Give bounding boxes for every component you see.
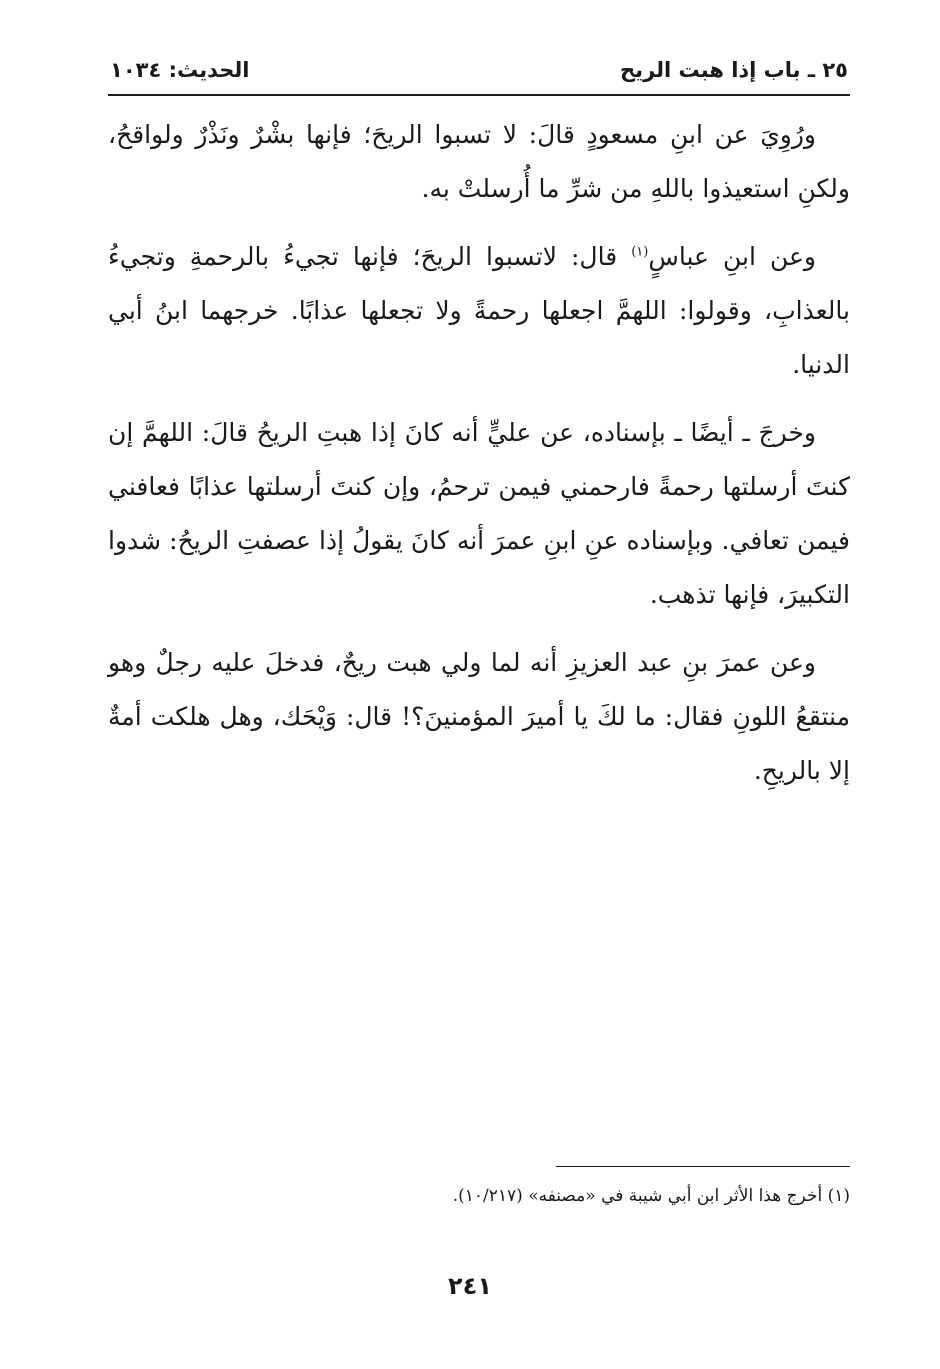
paragraph-text: وخرجَ ـ أيضًا ـ بإسناده، عن عليٍّ أنه كانَ إذا هبتِ الريحُ قالَ: اللهمَّ إن كنتَ أرسلتها رحمةً فارحمني فيمن ترحمُ، وإن كنتَ أرسلتها عذابًا فعافني فيمن تعافي. وبإسناده عنِ ابنِ عمرَ أنه كانَ يقولُ إذا عصفتِ الريحُ: شدوا التكبيرَ، فإنها تذهب. [108, 418, 850, 609]
main-text [108, 108, 850, 812]
hadith-number: الحديث: ١٠٣٤ [110, 58, 250, 82]
paragraph-ibn-abbas [108, 230, 850, 392]
chapter-title: ٢٥ ـ باب إذا هبت الريح [620, 58, 848, 82]
paragraph-ali [108, 406, 850, 622]
paragraph-text-start: وعن ابنِ عباسٍ [648, 242, 816, 271]
footnote-separator [556, 1166, 850, 1167]
paragraph-ibn-masud [108, 108, 850, 216]
paragraph-text: وعن عمرَ بنِ عبد العزيزِ أنه لما ولي هبت ريحٌ، فدخلَ عليه رجلٌ وهو منتقعُ اللونِ فقال: ما لكَ يا أميرَ المؤمنينَ؟! قال: وَيْحَك، وهل هلكت أمةٌ إلا بالريحِ. [108, 648, 850, 785]
paragraph-umar-ibn-abd-al-aziz [108, 636, 850, 798]
header-rule [108, 94, 850, 96]
footnote: (١) أخرج هذا الأثر ابن أبي شيبة في «مصنفه» (١٠/٢١٧). [452, 1186, 850, 1206]
footnote-reference: (١) [631, 244, 649, 260]
paragraph-text: ورُوِيَ عن ابنِ مسعودٍ قالَ: لا تسبوا الريحَ؛ فإنها بشْرٌ ونَذْرٌ ولواقحُ، ولكنِ استعيذوا باللهِ من شرِّ ما أُرسلتْ به. [108, 120, 850, 203]
page-number: ٢٤١ [448, 1272, 492, 1300]
paragraph-text-end: قال: لاتسبوا الريحَ؛ فإنها تجيءُ بالرحمةِ وتجيءُ بالعذابِ، وقولوا: اللهمَّ اجعلها رحمةً ولا تجعلها عذابًا. خرجهما ابنُ أبي الدنيا. [108, 242, 850, 379]
running-header [110, 58, 848, 92]
